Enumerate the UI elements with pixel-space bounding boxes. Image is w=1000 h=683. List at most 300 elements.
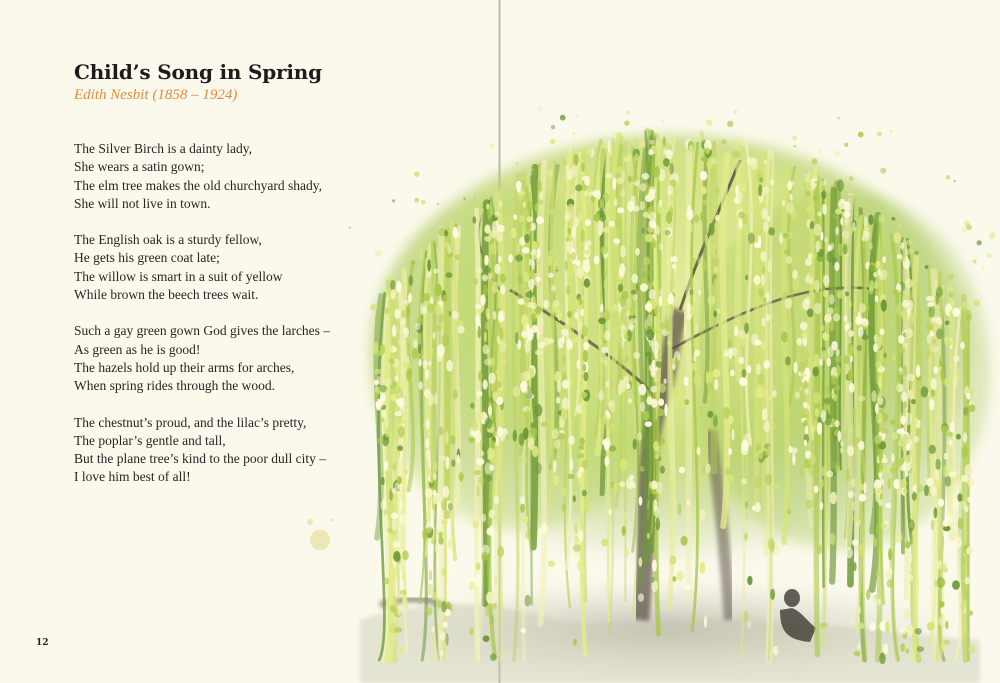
willow-leaf (964, 464, 972, 476)
willow-leaf (836, 365, 841, 376)
willow-leaf (869, 286, 874, 295)
willow-leaf (811, 185, 815, 191)
willow-leaf (490, 653, 497, 661)
poem-line: When spring rides through the wood. (74, 378, 275, 394)
willow-leaf (916, 365, 920, 378)
willow-leaf (443, 621, 448, 628)
willow-leaf (694, 338, 699, 350)
willow-leaf (814, 303, 821, 315)
willow-leaf (927, 622, 935, 631)
willow-leaf (429, 570, 432, 580)
willow-leaf (703, 199, 707, 205)
willow-leaf (597, 332, 605, 342)
willow-leaf (489, 273, 493, 279)
willow-leaf (570, 460, 574, 471)
willow-leaf (631, 174, 638, 182)
willow-leaf (754, 275, 761, 285)
willow-leaf (763, 297, 767, 303)
willow-leaf (649, 149, 654, 155)
willow-leaf (441, 567, 446, 576)
willow-leaf (802, 299, 810, 310)
willow-leaf (552, 428, 559, 439)
willow-leaf (858, 543, 866, 555)
willow-leaf (822, 204, 827, 215)
willow-leaf (392, 540, 400, 548)
willow-leaf (400, 514, 406, 526)
willow-leaf (568, 435, 575, 445)
willow-leaf (499, 341, 507, 352)
willow-leaf (448, 311, 451, 317)
willow-leaf (678, 503, 682, 516)
willow-leaf (574, 536, 579, 545)
paint-splatter (982, 267, 985, 270)
willow-tree-illustration (340, 100, 1000, 683)
willow-leaf (744, 322, 749, 334)
willow-leaf (838, 199, 846, 210)
paint-splatter (946, 175, 950, 179)
willow-leaf (538, 342, 546, 348)
willow-leaf (741, 231, 749, 236)
willow-leaf (598, 318, 606, 324)
willow-leaf (826, 384, 830, 394)
willow-leaf (472, 521, 478, 529)
willow-leaf (848, 330, 854, 337)
willow-leaf (647, 207, 652, 215)
willow-leaf (486, 308, 490, 318)
willow-leaf (967, 497, 971, 503)
willow-leaf (914, 436, 920, 443)
paint-splatter (414, 171, 420, 177)
willow-leaf (456, 430, 460, 439)
willow-leaf (708, 372, 713, 383)
willow-leaf (579, 530, 584, 543)
willow-leaf (528, 302, 533, 308)
willow-leaf (490, 440, 496, 448)
paint-splatter (727, 121, 733, 127)
willow-leaf (670, 556, 677, 565)
willow-leaf (657, 203, 661, 215)
willow-leaf (868, 214, 874, 225)
willow-leaf (956, 434, 961, 440)
willow-leaf (572, 165, 577, 177)
willow-leaf (874, 334, 878, 343)
paint-splatter (387, 276, 391, 280)
willow-leaf (903, 401, 907, 408)
willow-leaf (594, 255, 600, 264)
willow-leaf (481, 552, 488, 561)
willow-leaf (858, 622, 865, 629)
willow-leaf (813, 392, 821, 404)
willow-leaf (396, 281, 402, 293)
willow-leaf (398, 608, 402, 615)
willow-leaf (561, 329, 569, 336)
willow-leaf (577, 560, 582, 571)
willow-leaf (494, 576, 497, 585)
willow-leaf (888, 548, 892, 561)
willow-leaf (527, 408, 530, 417)
willow-leaf (628, 176, 632, 183)
willow-leaf (583, 364, 586, 372)
willow-leaf (785, 297, 793, 309)
willow-leaf (814, 280, 819, 293)
willow-leaf (838, 430, 842, 442)
willow-leaf (539, 191, 543, 201)
willow-leaf (941, 607, 947, 614)
willow-leaf (489, 509, 495, 518)
willow-leaf (843, 244, 848, 254)
willow-leaf (765, 314, 770, 321)
willow-leaf (519, 496, 525, 504)
paint-splatter (508, 177, 513, 182)
willow-leaf (741, 478, 747, 484)
willow-leaf (734, 326, 738, 337)
willow-leaf (631, 274, 638, 284)
willow-leaf (741, 444, 749, 455)
willow-leaf (655, 454, 660, 459)
willow-leaf (757, 170, 764, 183)
willow-leaf (402, 603, 408, 609)
willow-leaf (938, 617, 944, 625)
willow-leaf (664, 404, 667, 417)
willow-leaf (642, 460, 649, 471)
paint-splatter (624, 121, 629, 126)
willow-leaf (522, 247, 530, 253)
willow-leaf (400, 580, 405, 592)
willow-leaf (885, 569, 893, 578)
willow-leaf (621, 346, 627, 359)
willow-leaf (400, 590, 407, 595)
willow-leaf (888, 478, 892, 489)
willow-leaf (804, 389, 809, 395)
willow-leaf (433, 490, 437, 496)
willow-leaf (875, 492, 880, 502)
willow-leaf (523, 202, 526, 208)
willow-leaf (391, 289, 396, 300)
willow-leaf (428, 347, 434, 357)
willow-leaf (847, 445, 854, 456)
willow-leaf (927, 349, 931, 357)
willow-leaf (618, 342, 622, 350)
willow-leaf (801, 330, 809, 339)
willow-leaf (404, 469, 407, 474)
willow-leaf (764, 363, 767, 368)
willow-leaf (927, 302, 934, 307)
willow-leaf (498, 256, 501, 263)
willow-leaf (521, 515, 528, 523)
willow-leaf (528, 279, 534, 290)
willow-leaf (857, 345, 862, 351)
willow-leaf (535, 203, 539, 212)
willow-leaf (810, 221, 815, 229)
willow-leaf (745, 502, 748, 509)
willow-leaf (394, 627, 402, 633)
willow-leaf (821, 410, 826, 423)
willow-leaf (885, 503, 891, 508)
willow-leaf (459, 472, 464, 482)
willow-leaf (517, 299, 524, 305)
willow-leaf (530, 269, 534, 280)
willow-leaf (640, 201, 645, 210)
willow-leaf (827, 307, 833, 315)
willow-leaf (744, 532, 748, 541)
willow-leaf (574, 551, 580, 557)
poem-line: The elm tree makes the old churchyard shady, (74, 177, 323, 193)
willow-leaf (581, 162, 585, 172)
willow-leaf (487, 318, 491, 329)
willow-leaf (687, 499, 690, 506)
willow-leaf (935, 469, 939, 481)
willow-leaf (905, 279, 913, 289)
willow-leaf (761, 274, 765, 286)
willow-leaf (527, 216, 534, 222)
willow-leaf (879, 472, 882, 479)
paint-splatter (948, 274, 954, 280)
willow-leaf (705, 147, 710, 154)
willow-leaf (609, 221, 615, 227)
willow-leaf (669, 210, 672, 216)
willow-leaf (648, 494, 655, 502)
willow-leaf (422, 355, 426, 361)
willow-leaf (526, 222, 530, 231)
willow-leaf (547, 169, 553, 178)
willow-leaf (435, 284, 442, 297)
willow-leaf (567, 474, 574, 479)
willow-leaf (813, 367, 819, 377)
poem-line: She will not live in town. (74, 195, 211, 211)
willow-leaf (896, 382, 900, 392)
willow-leaf (836, 349, 840, 356)
willow-leaf (953, 355, 959, 362)
willow-leaf (817, 211, 822, 216)
willow-leaf (784, 249, 790, 255)
willow-leaf (936, 329, 943, 340)
willow-leaf (487, 475, 492, 482)
willow-leaf (743, 433, 751, 445)
page-number: 12 (36, 638, 49, 648)
willow-leaf (743, 611, 748, 622)
willow-leaf (792, 270, 798, 279)
willow-leaf (945, 339, 952, 347)
willow-leaf (764, 421, 770, 433)
paint-splatter (404, 237, 409, 242)
willow-leaf (909, 313, 916, 323)
willow-leaf (475, 304, 482, 309)
willow-leaf (646, 397, 653, 405)
willow-leaf (446, 272, 453, 278)
willow-leaf (457, 326, 464, 334)
willow-leaf (620, 245, 626, 258)
willow-leaf (943, 519, 949, 527)
willow-leaf (770, 542, 774, 553)
willow-leaf (943, 466, 947, 477)
paint-splatter (551, 125, 555, 129)
willow-leaf (398, 647, 403, 654)
willow-leaf (527, 328, 534, 341)
willow-leaf (418, 359, 421, 367)
willow-leaf (967, 610, 973, 615)
willow-leaf (557, 310, 562, 321)
willow-leaf (706, 464, 711, 474)
willow-leaf (626, 153, 632, 164)
willow-leaf (806, 500, 813, 509)
poem-line: The English oak is a sturdy fellow, (74, 232, 262, 248)
willow-leaf (427, 259, 431, 271)
willow-leaf (956, 369, 961, 380)
willow-leaf (600, 199, 604, 209)
willow-leaf (954, 473, 960, 483)
willow-leaf (585, 219, 591, 226)
willow-leaf (765, 448, 771, 456)
paint-splatter (794, 145, 797, 148)
willow-leaf (432, 627, 435, 632)
willow-leaf (665, 230, 671, 236)
poem-line: She wears a satin gown; (74, 159, 205, 175)
paint-splatter (929, 240, 932, 243)
willow-leaf (670, 358, 673, 365)
willow-leaf (439, 427, 444, 436)
willow-leaf (895, 532, 903, 543)
willow-leaf (584, 278, 590, 287)
willow-leaf (586, 258, 590, 265)
willow-leaf (567, 241, 571, 253)
willow-leaf (731, 347, 738, 356)
willow-leaf (669, 473, 676, 485)
willow-leaf (899, 479, 907, 488)
willow-leaf (933, 366, 938, 373)
willow-leaf (826, 470, 833, 477)
willow-leaf (700, 509, 706, 520)
willow-leaf (435, 542, 439, 554)
paint-splatter (834, 150, 840, 156)
willow-leaf (603, 415, 609, 425)
willow-leaf (495, 512, 500, 522)
willow-leaf (573, 495, 576, 502)
willow-leaf (549, 338, 554, 344)
willow-leaf (697, 447, 701, 456)
willow-leaf (796, 338, 802, 346)
willow-leaf (446, 360, 453, 371)
willow-leaf (873, 538, 877, 547)
willow-leaf (495, 382, 503, 389)
willow-leaf (961, 556, 966, 565)
willow-leaf (742, 336, 747, 346)
willow-leaf (520, 381, 527, 393)
willow-leaf (857, 642, 860, 650)
willow-leaf (844, 315, 848, 322)
willow-leaf (640, 402, 645, 413)
willow-leaf (434, 393, 437, 406)
willow-leaf (493, 340, 499, 351)
willow-leaf (702, 260, 708, 271)
willow-leaf (519, 215, 525, 222)
willow-leaf (901, 428, 904, 433)
willow-leaf (619, 269, 624, 280)
willow-leaf (756, 363, 761, 374)
willow-leaf (694, 350, 700, 357)
willow-leaf (711, 158, 717, 165)
paint-splatter (962, 302, 969, 309)
willow-leaf (686, 213, 694, 218)
willow-leaf (451, 459, 455, 467)
willow-leaf (605, 456, 610, 467)
willow-leaf (709, 223, 715, 236)
willow-leaf (701, 186, 707, 194)
willow-leaf (757, 450, 763, 459)
willow-leaf (837, 179, 844, 192)
willow-leaf (440, 313, 443, 325)
willow-leaf (933, 343, 937, 348)
willow-leaf (492, 282, 498, 294)
paint-splatter (938, 306, 940, 308)
willow-leaf (953, 497, 957, 510)
willow-leaf (548, 561, 555, 567)
willow-leaf (370, 304, 378, 311)
willow-leaf (664, 379, 667, 384)
willow-leaf (573, 544, 581, 552)
willow-leaf (809, 453, 816, 466)
willow-leaf (754, 502, 761, 512)
willow-leaf (483, 379, 488, 389)
willow-leaf (700, 171, 707, 181)
willow-leaf (578, 445, 584, 450)
willow-leaf (524, 297, 529, 303)
willow-leaf (670, 179, 677, 186)
willow-leaf (803, 420, 808, 427)
willow-leaf (401, 317, 405, 325)
willow-leaf (927, 478, 934, 487)
willow-leaf (571, 226, 577, 239)
willow-leaf (878, 449, 883, 462)
willow-leaf (486, 203, 489, 209)
willow-leaf (574, 522, 578, 534)
willow-leaf (885, 622, 888, 632)
willow-leaf (472, 216, 476, 223)
willow-leaf (963, 432, 967, 443)
willow-leaf (767, 400, 773, 405)
willow-leaf (642, 173, 650, 180)
willow-leaf (875, 360, 880, 369)
paint-splatter (463, 198, 465, 200)
willow-leaf (723, 407, 730, 419)
willow-leaf (960, 342, 965, 349)
willow-leaf (816, 241, 821, 253)
willow-leaf (575, 184, 582, 191)
willow-leaf (748, 206, 754, 212)
willow-leaf (775, 648, 779, 656)
willow-leaf (664, 202, 667, 210)
willow-leaf (557, 451, 561, 459)
willow-leaf (481, 411, 486, 418)
willow-leaf (840, 218, 843, 226)
willow-leaf (713, 415, 718, 428)
willow-leaf (448, 568, 453, 578)
willow-leaf (654, 166, 661, 178)
willow-leaf (952, 580, 960, 590)
willow-leaf (620, 295, 626, 307)
willow-leaf (857, 606, 861, 614)
willow-leaf (385, 378, 392, 387)
willow-leaf (916, 485, 924, 492)
willow-leaf (799, 466, 803, 477)
willow-leaf (804, 440, 807, 447)
willow-leaf (395, 411, 403, 416)
willow-leaf (432, 592, 437, 600)
willow-leaf (954, 537, 962, 549)
willow-leaf (583, 342, 589, 350)
willow-leaf (412, 348, 418, 359)
paint-splatter (575, 113, 579, 117)
willow-leaf (859, 494, 867, 502)
